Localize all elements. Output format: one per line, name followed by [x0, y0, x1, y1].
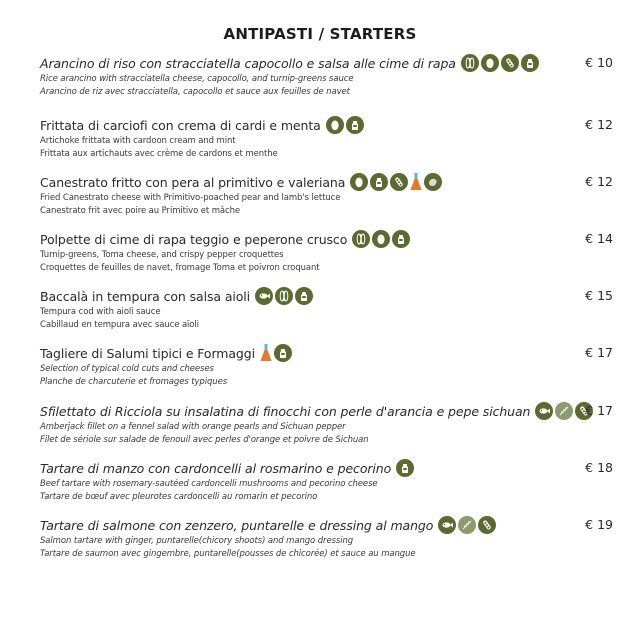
dish-price: € 18 [585, 460, 613, 475]
dish-name: Tartare di salmone con zenzero, puntarelle e dressing al mango [40, 517, 434, 533]
milk-icon [396, 459, 414, 477]
menu-item-header [40, 229, 615, 249]
dish-description-en: Selection of typical cold cuts and cheeses [40, 364, 214, 374]
egg-icon [350, 173, 368, 191]
gluten-icon [352, 230, 370, 248]
fish-icon [438, 516, 456, 534]
allergen-icons [352, 230, 410, 248]
nuts-icon [424, 173, 442, 191]
milk-icon [521, 54, 539, 72]
sulphites-icon [410, 173, 422, 191]
dish-description-en: Rice arancino with stracciatella cheese, capocollo, and turnip-greens sauce [40, 74, 354, 84]
menu-item-header [40, 401, 615, 421]
dish-price: € 14 [585, 231, 613, 246]
gluten-icon [461, 54, 479, 72]
menu-item [40, 401, 615, 447]
menu-item-header [40, 343, 615, 363]
soy-icon [478, 516, 496, 534]
dish-description-en: Tempura cod with aioli sauce [40, 307, 161, 317]
dish-description-fr: Canestrato frit avec poire au Primitivo et mâche [40, 206, 241, 216]
allergen-icons [350, 173, 442, 191]
dish-price: € 15 [585, 288, 613, 303]
dish-price: € 17 [585, 403, 613, 418]
allergen-icons [396, 459, 414, 477]
milk-icon [274, 344, 292, 362]
celery-icon [555, 402, 573, 420]
milk-icon [392, 230, 410, 248]
egg-icon [326, 116, 344, 134]
gluten-icon [275, 287, 293, 305]
dish-name: Frittata di carciofi con crema di cardi e menta [40, 117, 321, 133]
menu-item [40, 115, 615, 161]
dish-price: € 17 [585, 345, 613, 360]
dish-description-en: Salmon tartare with ginger, puntarelle(chicory shoots) and mango dressing [40, 536, 354, 546]
dish-price: € 19 [585, 517, 613, 532]
allergen-icons [260, 344, 292, 362]
menu-item [40, 515, 615, 561]
menu-item [40, 229, 615, 275]
allergen-icons [461, 54, 539, 72]
menu-item [40, 343, 615, 389]
dish-description-en: Beef tartare with rosemary-sautéed cardoncelli mushrooms and pecorino cheese [40, 479, 378, 489]
fish-icon [535, 402, 553, 420]
egg-icon [481, 54, 499, 72]
dish-description-fr: Filet de sériole sur salade de fenouil avec perles d'orange et poivre de Sichuan [40, 435, 369, 445]
soy-icon [501, 54, 519, 72]
celery-icon [458, 516, 476, 534]
dish-description-en: Amberjack fillet on a fennel salad with orange pearls and Sichuan pepper [40, 422, 346, 432]
dish-description-en: Fried Canestrato cheese with Primitivo-poached pear and lamb's lettuce [40, 193, 341, 203]
menu-item [40, 286, 615, 332]
dish-description-fr: Frittata aux artichauts avec crème de cardons et menthe [40, 149, 278, 159]
dish-description-en: Turnip-greens, Toma cheese, and crispy pepper croquettes [40, 250, 284, 260]
menu-item [40, 458, 615, 504]
milk-icon [346, 116, 364, 134]
dish-name: Canestrato fritto con pera al primitivo e valeriana [40, 174, 346, 190]
egg-icon [372, 230, 390, 248]
allergen-icons [326, 116, 364, 134]
fish-icon [255, 287, 273, 305]
sulphites-icon [260, 344, 272, 362]
menu-item-header [40, 515, 615, 535]
allergen-icons [255, 287, 313, 305]
menu-item [40, 53, 615, 99]
dish-name: Arancino di riso con stracciatella capocollo e salsa alle cime di rapa [40, 55, 456, 71]
dish-description-fr: Croquettes de feuilles de navet, fromage Toma et poivron croquant [40, 263, 320, 273]
soy-icon [390, 173, 408, 191]
menu-item-header [40, 458, 615, 478]
milk-icon [295, 287, 313, 305]
menu-item-header [40, 53, 615, 73]
milk-icon [370, 173, 388, 191]
menu-item-header [40, 115, 615, 135]
dish-price: € 10 [585, 55, 613, 70]
dish-description-fr: Planche de charcuterie et fromages typiques [40, 377, 228, 387]
dish-description-fr: Tartare de bœuf avec pleurotes cardoncelli au romarin et pecorino [40, 492, 318, 502]
allergen-icons [438, 516, 496, 534]
dish-name: Polpette di cime di rapa teggio e peperone crusco [40, 231, 348, 247]
section-title: ANTIPASTI / STARTERS [223, 25, 417, 43]
menu-item-header [40, 286, 615, 306]
dish-name: Tartare di manzo con cardoncelli al rosmarino e pecorino [40, 460, 392, 476]
dish-description-fr: Tartare de saumon avec gingembre, puntarelle(pousses de chicorée) et sauce au mangue [40, 549, 416, 559]
dish-name: Tagliere di Salumi tipici e Formaggi [40, 345, 255, 361]
dish-description-fr: Cabillaud en tempura avec sauce aïoli [40, 320, 199, 330]
dish-name: Baccalà in tempura con salsa aioli [40, 288, 251, 304]
menu-item-header [40, 172, 615, 192]
dish-name: Sfilettato di Ricciola su insalatina di finocchi con perle d'arancia e pepe sichuan [40, 403, 531, 419]
dish-description-en: Artichoke frittata with cardoon cream and mint [40, 136, 236, 146]
dish-price: € 12 [585, 174, 613, 189]
menu-item [40, 172, 615, 218]
dish-price: € 12 [585, 117, 613, 132]
dish-description-fr: Arancino de riz avec stracciatella, capocollo et sauce aux feuilles de navet [40, 87, 350, 97]
